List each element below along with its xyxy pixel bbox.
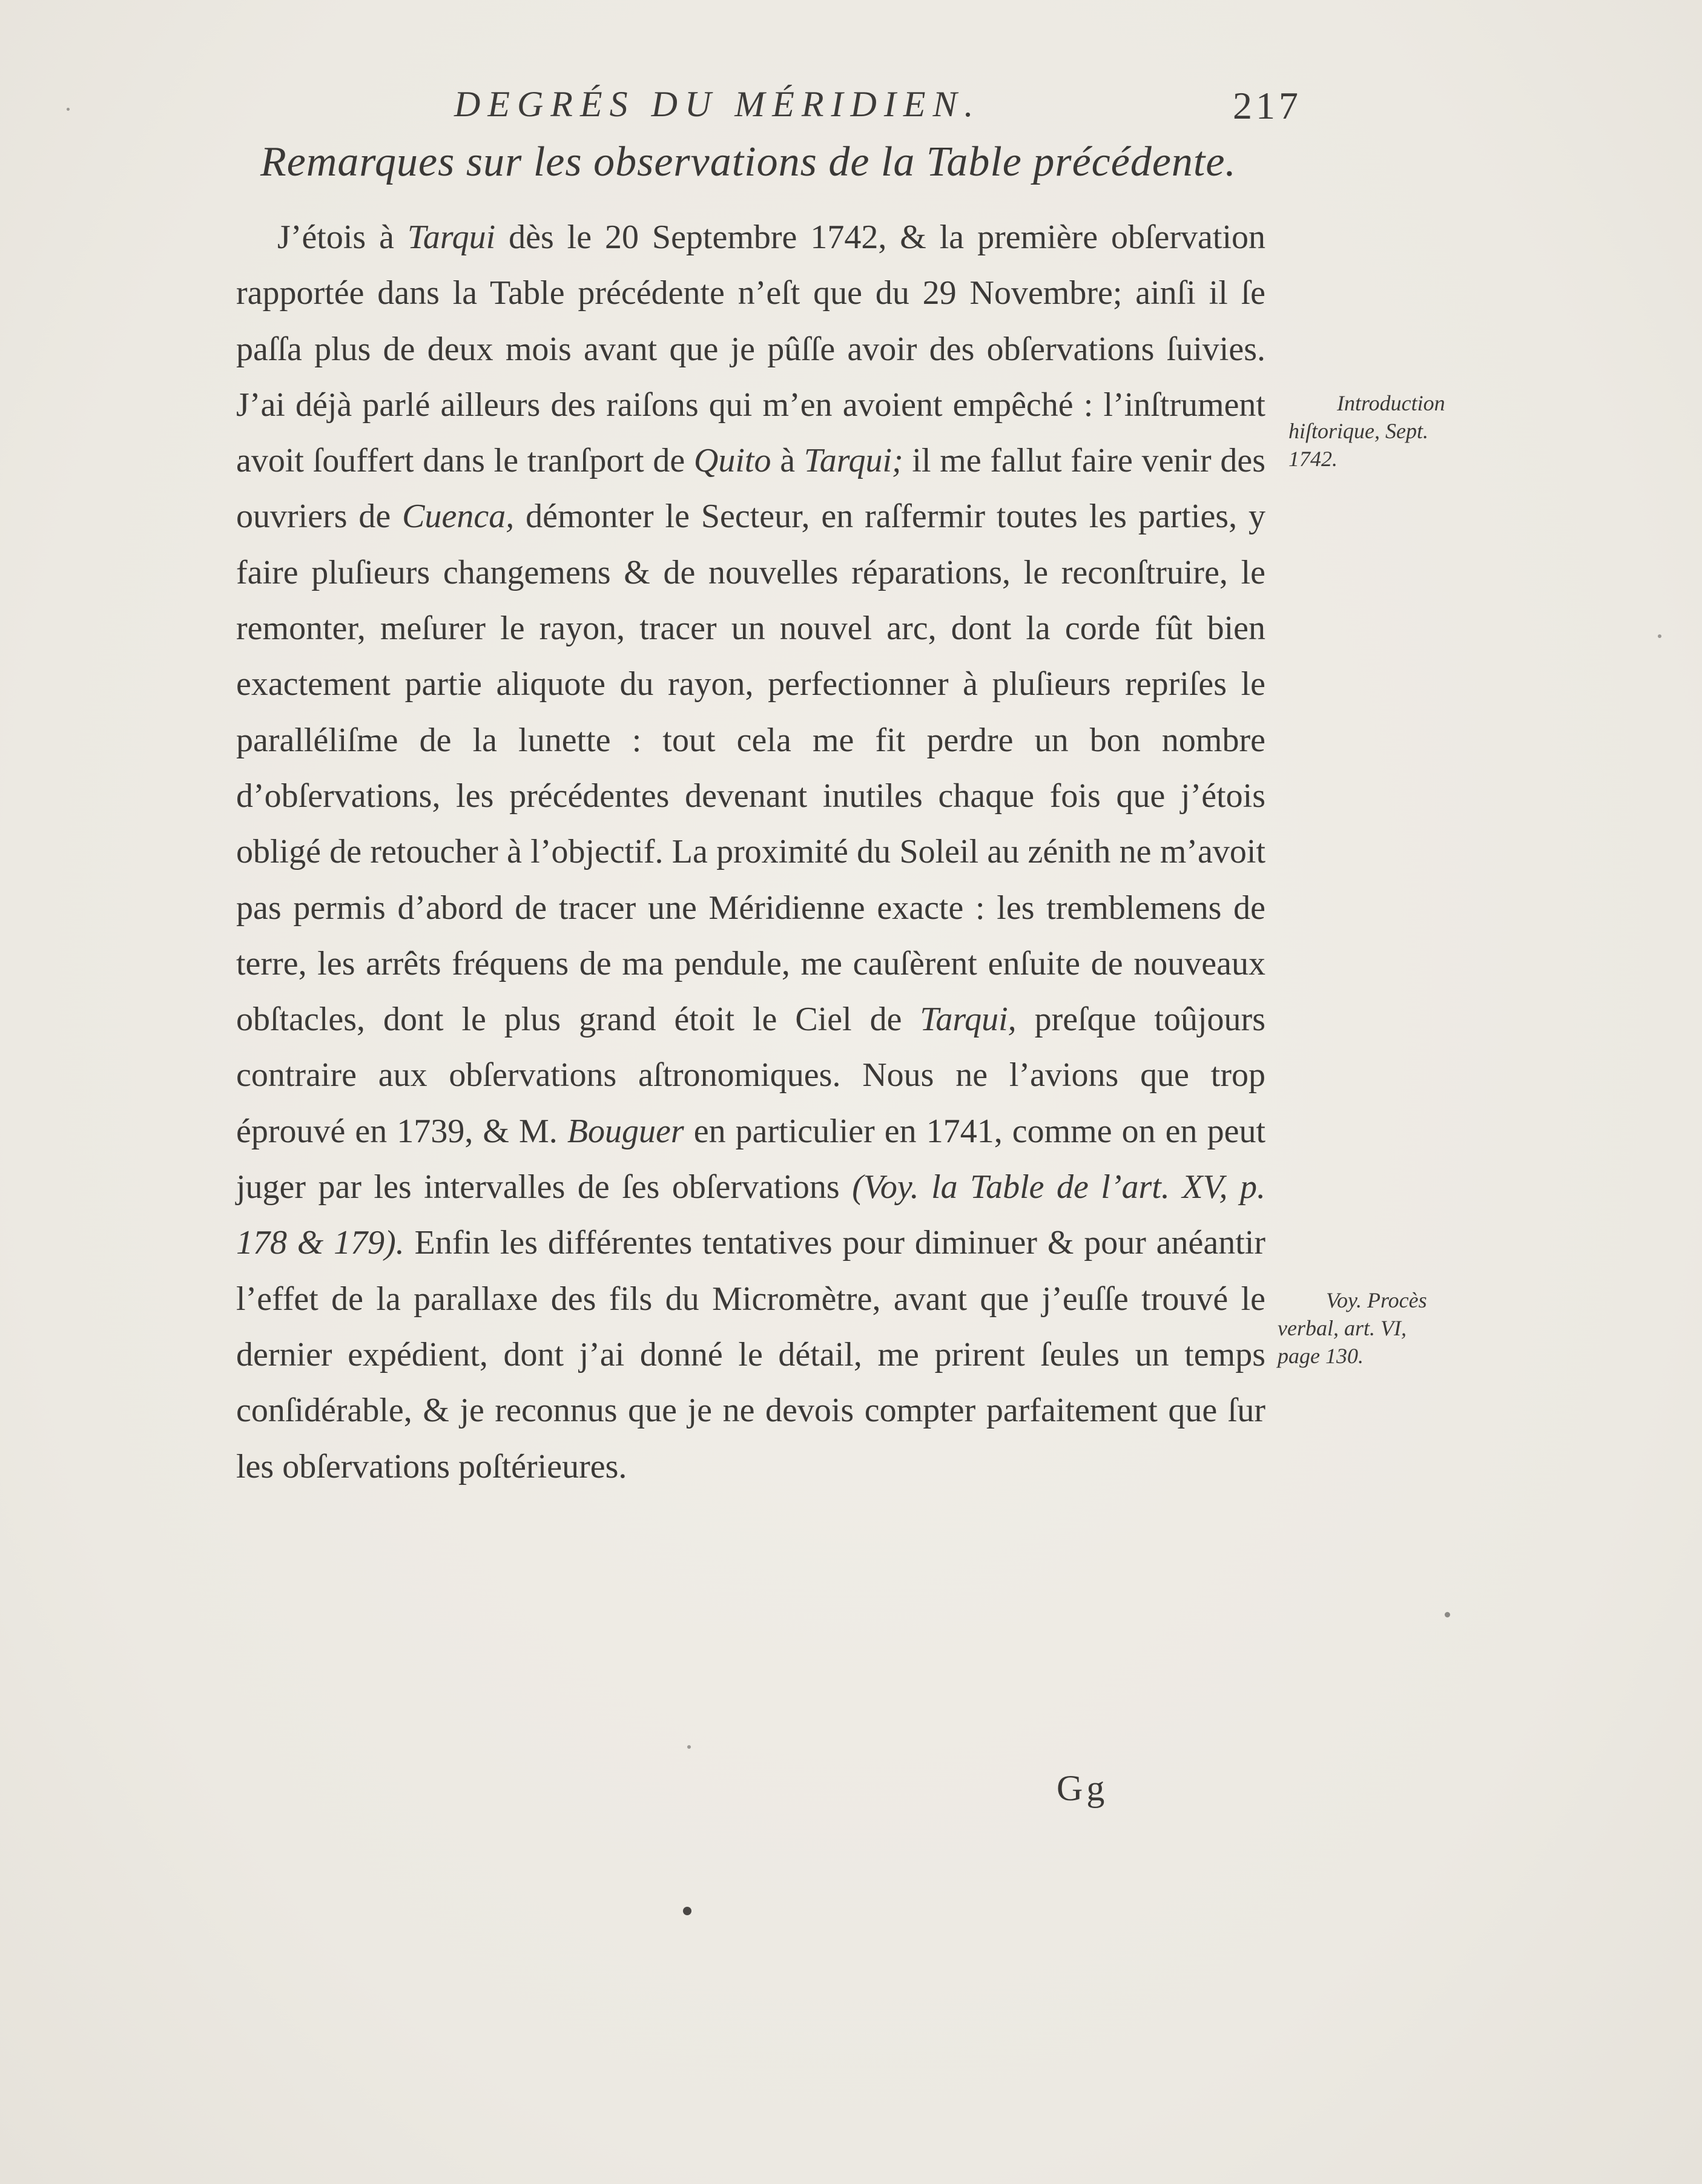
place-name-cuenca: Cuenca, <box>402 498 515 536</box>
page-header <box>236 84 1302 138</box>
margin-note-line: hiſtorique, Sept. <box>1288 419 1428 443</box>
text-segment: Enfin les différentes tentatives pour diminuer & pour anéantir l’effet de la parallaxe des fils du Micromètre, avant que j’euſſe trouvé le dernier expédient, dont j’ai donné le détail, me prirent ſeules un temps conſidérable, & je reconnus que je ne devois compter parfaitement que ſur les obſervations poſtérieures. <box>236 1224 1265 1485</box>
text-segment: à <box>771 442 804 480</box>
ink-speck <box>687 1745 691 1749</box>
text-segment: preſque toûjours contraire aux obſervations aſtronomiques. Nous ne l’avions que trop éprouvé en 1739, & M. <box>236 1001 1265 1150</box>
ink-speck <box>1445 1612 1450 1617</box>
margin-note-introduction <box>1288 389 1488 473</box>
margin-note-line: verbal, art. VI, <box>1278 1316 1407 1340</box>
margin-note-line: 1742. <box>1288 447 1338 471</box>
running-head: DEGRÉS DU MÉRIDIEN. <box>454 84 981 124</box>
place-name-tarqui: Tarqui; <box>803 442 903 480</box>
page-number: 217 <box>1233 84 1302 127</box>
ink-speck <box>1658 634 1661 638</box>
place-name-quito: Quito <box>693 442 771 480</box>
margin-note-proces-verbal <box>1278 1286 1477 1370</box>
ink-speck <box>683 1907 691 1915</box>
text-segment: en particulier en 1741, comme on en peut juger par les intervalles de ſes obſervations <box>236 1112 1265 1206</box>
margin-note-line: Voy. Procès <box>1326 1288 1427 1312</box>
table-reference: (Voy. la Table de l’art. XV, p. 178 & 179). <box>236 1168 1265 1262</box>
text-segment: J’étois à <box>277 219 407 256</box>
text-segment: il me fallut faire venir des ouvriers de <box>236 442 1265 536</box>
body-text <box>236 209 1265 1495</box>
margin-note-line: Introduction <box>1337 391 1445 415</box>
signature-mark: Gg <box>1057 1768 1109 1808</box>
margin-note-line: page 130. <box>1278 1344 1364 1368</box>
person-name-bouguer: Bouguer <box>567 1112 684 1150</box>
ink-speck <box>67 108 70 111</box>
body-paragraph <box>236 209 1265 1495</box>
place-name-tarqui: Tarqui, <box>920 1001 1017 1039</box>
text-segment: dès le 20 Septembre 1742, & la première obſervation rapportée dans la Table précédente n’eſt que du 29 Novembre; ainſi il ſe paſſa plus de deux mois avant que je pûſſe avoir des obſervations ſuivies. J’ai déjà parlé ailleurs des raiſons qui m’en avoient empêché : l’inſtrument avoit ſouffert dans le tranſport de <box>236 219 1265 480</box>
section-heading: Remarques sur les observations de la Table précédente. <box>260 139 1236 185</box>
place-name-tarqui: Tarqui <box>407 219 496 256</box>
text-segment: démonter le Secteur, en raſfermir toutes les parties, y faire pluſieurs changemens & de nouvelles réparations, le reconſtruire, le remonter, meſurer le rayon, tracer un nouvel arc, dont la corde fût bien exactement partie aliquote du rayon, perfectionner à pluſieurs repriſes le paralléliſme de la lunette : tout cela me fit perdre un bon nombre d’obſervations, les précédentes devenant inutiles chaque fois que j’étois obligé de retoucher à l’objectif. La proximité du Soleil au zénith ne m’avoit pas permis d’abord de tracer une Méridienne exacte : les tremblemens de terre, les arrêts fréquens de ma pendule, me cauſèrent enſuite de nouveaux obſtacles, dont le plus grand étoit le Ciel de <box>236 498 1265 1039</box>
